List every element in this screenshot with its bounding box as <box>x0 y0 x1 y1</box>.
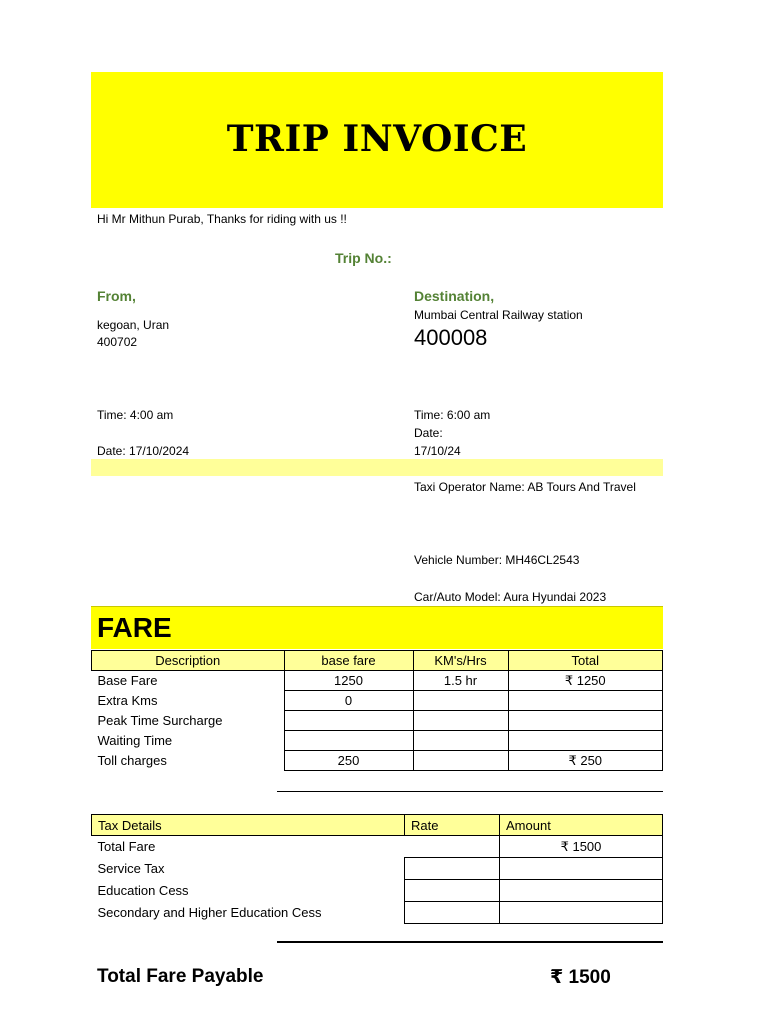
total-fare-value: ₹ 1500 <box>550 967 611 988</box>
fare-row-kms-hrs <box>413 691 508 711</box>
fare-row-base-fare: 250 <box>284 751 413 771</box>
tax-table <box>91 814 663 924</box>
fare-row-kms-hrs <box>413 731 508 751</box>
total-fare-label: Total Fare Payable <box>97 966 264 987</box>
fare-row-total <box>508 731 663 751</box>
greeting-text: Hi Mr Mithun Purab, Thanks for riding with us !! <box>97 212 347 226</box>
from-address: kegoan, Uran <box>97 318 170 332</box>
highlight-row <box>91 459 663 476</box>
fare-table-header <box>92 651 663 671</box>
fare-table <box>91 650 663 771</box>
tax-header-amount: Amount <box>500 815 663 836</box>
tax-divider <box>277 941 663 943</box>
fare-row-description: Peak Time Surcharge <box>97 713 223 728</box>
operator-name: Taxi Operator Name: AB Tours And Travel <box>414 480 636 494</box>
fare-row-base-fare <box>284 711 413 731</box>
invoice-title: TRIP INVOICE <box>226 118 528 160</box>
fare-header-kms-hrs: KM's/Hrs <box>413 651 508 671</box>
table-row <box>92 671 663 691</box>
table-row <box>92 731 663 751</box>
fare-row-description: Extra Kms <box>97 693 158 708</box>
tax-row-description: Service Tax <box>97 861 165 876</box>
tax-row-rate <box>405 880 500 902</box>
from-pincode: 400702 <box>97 335 138 349</box>
tax-row-amount <box>500 902 663 924</box>
fare-header-total: Total <box>508 651 663 671</box>
fare-row-kms-hrs <box>413 751 508 771</box>
destination-time: Time: 6:00 am <box>414 408 491 422</box>
tax-row-amount <box>500 880 663 902</box>
fare-row-kms-hrs <box>413 711 508 731</box>
fare-row-base-fare: 1250 <box>284 671 413 691</box>
tax-table-header <box>92 815 663 836</box>
from-label: From, <box>97 288 136 304</box>
destination-address: Mumbai Central Railway station <box>414 308 583 322</box>
table-row <box>92 858 663 880</box>
tax-row-amount <box>500 858 663 880</box>
fare-row-base-fare <box>284 731 413 751</box>
destination-date-label: Date: <box>414 426 443 440</box>
from-date: Date: 17/10/2024 <box>97 444 190 458</box>
fare-row-total <box>508 691 663 711</box>
fare-header-description: Description <box>92 651 285 671</box>
fare-row-base-fare: 0 <box>284 691 413 711</box>
destination-date: 17/10/24 <box>414 444 461 458</box>
tax-row-description: Secondary and Higher Education Cess <box>97 905 322 920</box>
fare-row-total <box>508 711 663 731</box>
tax-header-rate: Rate <box>405 815 500 836</box>
fare-row-total: ₹ 1250 <box>508 671 663 691</box>
tax-row-amount: ₹ 1500 <box>500 836 663 858</box>
table-row <box>92 880 663 902</box>
table-row <box>92 751 663 771</box>
table-row <box>92 836 663 858</box>
fare-header-base-fare: base fare <box>284 651 413 671</box>
vehicle-number: Vehicle Number: MH46CL2543 <box>414 553 580 567</box>
tax-row-description: Total Fare <box>97 839 156 855</box>
tax-row-rate <box>405 836 500 858</box>
tax-header-details: Tax Details <box>92 815 405 836</box>
destination-label: Destination, <box>414 288 495 304</box>
table-row <box>92 902 663 924</box>
tax-row-rate <box>405 902 500 924</box>
fare-row-total: ₹ 250 <box>508 751 663 771</box>
car-model: Car/Auto Model: Aura Hyundai 2023 <box>414 590 607 604</box>
tax-row-rate <box>405 858 500 880</box>
destination-pincode: 400008 <box>414 325 488 350</box>
table-row <box>92 711 663 731</box>
fare-row-description: Toll charges <box>97 753 167 768</box>
fare-title: FARE <box>97 612 172 643</box>
fare-row-description: Waiting Time <box>97 733 173 748</box>
fare-row-description: Base Fare <box>97 673 158 689</box>
tax-row-description: Education Cess <box>97 883 189 898</box>
from-time: Time: 4:00 am <box>97 408 174 422</box>
fare-divider <box>277 791 663 792</box>
table-row <box>92 691 663 711</box>
fare-row-kms-hrs: 1.5 hr <box>413 671 508 691</box>
fare-banner <box>91 606 663 649</box>
trip-no-label: Trip No.: <box>335 250 392 266</box>
